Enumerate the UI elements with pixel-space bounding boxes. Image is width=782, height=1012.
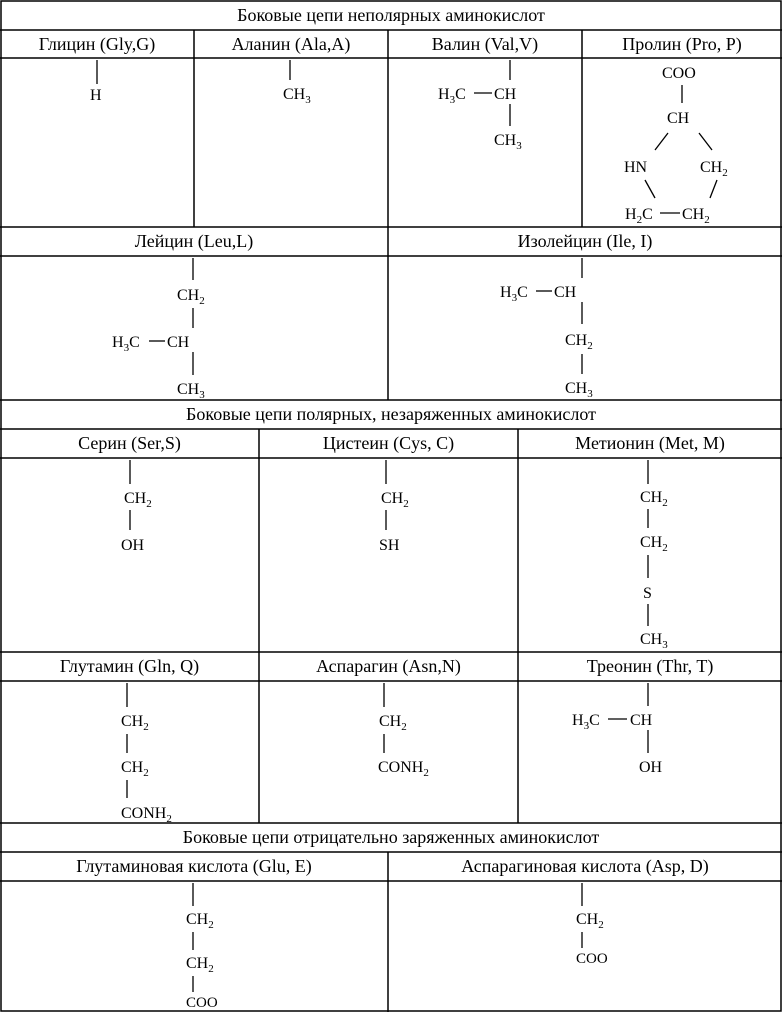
amino-acid-name: Треонин (Thr, T) xyxy=(586,656,714,676)
formula-atom: COO xyxy=(576,951,608,967)
section-title: Боковые цепи неполярных аминокислот xyxy=(237,4,545,25)
formula-atom: CH xyxy=(630,712,653,729)
pro-structure xyxy=(624,65,728,226)
val-structure xyxy=(438,60,522,152)
cys-structure xyxy=(379,460,409,554)
ser-structure xyxy=(121,460,152,554)
formula-atom: $CH_2$ xyxy=(682,206,710,226)
formula-atom: $CH_2$ xyxy=(121,759,149,779)
amino-acid-name: Аспарагин (Asn,N) xyxy=(316,656,461,676)
formula-atom: CH xyxy=(667,110,690,127)
formula-atom: $CH_2$ xyxy=(381,490,409,510)
ile-structure xyxy=(500,258,593,400)
formula-atom: $CH_2$ xyxy=(177,287,205,307)
formula-atom: $CH_3$ xyxy=(565,380,593,400)
formula-atom: $CH_2$ xyxy=(700,159,728,179)
formula-atom: COO xyxy=(662,65,696,82)
formula-atom: $CONH_2$ xyxy=(121,805,172,825)
formula-atom: $H_3C$ xyxy=(112,334,140,354)
formula-atom: $CH_2$ xyxy=(124,490,152,510)
formula-atom: $H_3C$ xyxy=(572,712,600,732)
formula-atom: $CH_3$ xyxy=(494,132,522,152)
amino-acid-name: Лейцин (Leu,L) xyxy=(134,231,254,251)
thr-structure xyxy=(572,683,663,776)
ala-structure xyxy=(283,60,311,106)
amino-acid-name: Глутаминовая кислота (Glu, E) xyxy=(76,856,312,876)
glu-structure xyxy=(186,883,218,1011)
formula-atom: $CH_2$ xyxy=(186,955,214,975)
amino-acid-name: Глицин (Gly,G) xyxy=(38,33,156,54)
formula-atom: $CH_2$ xyxy=(576,911,604,931)
formula-atom: CH xyxy=(554,284,577,301)
formula-atom: OH xyxy=(121,537,145,554)
formula-atom: $CH_2$ xyxy=(640,489,668,509)
formula-atom: CH xyxy=(167,334,190,351)
formula-atom: $H_2C$ xyxy=(625,206,653,226)
formula-atom: $CH_2$ xyxy=(121,713,149,733)
formula-atom: $H_3C$ xyxy=(500,284,528,304)
amino-acid-name: Валин (Val,V) xyxy=(431,33,539,54)
met-structure xyxy=(640,460,668,651)
section-title: Боковые цепи полярных, незаряженных аминокислот xyxy=(186,404,596,424)
leu-structure xyxy=(112,258,205,401)
section-title: Боковые цепи отрицательно заряженных аминокислот xyxy=(182,827,600,847)
amino-acid-name: Аланин (Ala,A) xyxy=(231,33,351,54)
formula-atom: $CONH_2$ xyxy=(378,759,429,779)
amino-acid-name: Изолейцин (Ile, I) xyxy=(517,231,653,251)
formula-atom: $CH_2$ xyxy=(565,332,593,352)
formula-atom: $CH_3$ xyxy=(640,631,668,651)
amino-acid-name: Цистеин (Cys, C) xyxy=(322,433,455,453)
amino-acid-name: Серин (Ser,S) xyxy=(78,433,181,453)
formula-atom: HN xyxy=(624,159,648,176)
formula-atom: COO xyxy=(186,995,218,1011)
formula-atom: $CH_2$ xyxy=(640,534,668,554)
gly-structure xyxy=(90,60,102,104)
formula-atom: $H_3C$ xyxy=(438,86,466,106)
formula-atom: H xyxy=(90,87,102,104)
formula-atom: CH xyxy=(494,86,517,103)
formula-atom: $CH_3$ xyxy=(177,381,205,401)
formula-atom: S xyxy=(643,585,652,602)
formula-atom: $CH_2$ xyxy=(379,713,407,733)
formula-atom: $CH_2$ xyxy=(186,911,214,931)
formula-atom: $CH_3$ xyxy=(283,86,311,106)
amino-acid-name: Пролин (Pro, P) xyxy=(622,33,742,54)
gln-structure xyxy=(121,683,172,825)
amino-acid-name: Глутамин (Gln, Q) xyxy=(59,656,200,676)
formula-atom: OH xyxy=(639,759,663,776)
asp-structure xyxy=(576,883,608,967)
amino-acid-name: Метионин (Met, M) xyxy=(575,433,725,453)
amino-acid-name: Аспарагиновая кислота (Asp, D) xyxy=(461,856,709,876)
formula-atom: SH xyxy=(379,537,400,554)
asn-structure xyxy=(378,683,429,779)
